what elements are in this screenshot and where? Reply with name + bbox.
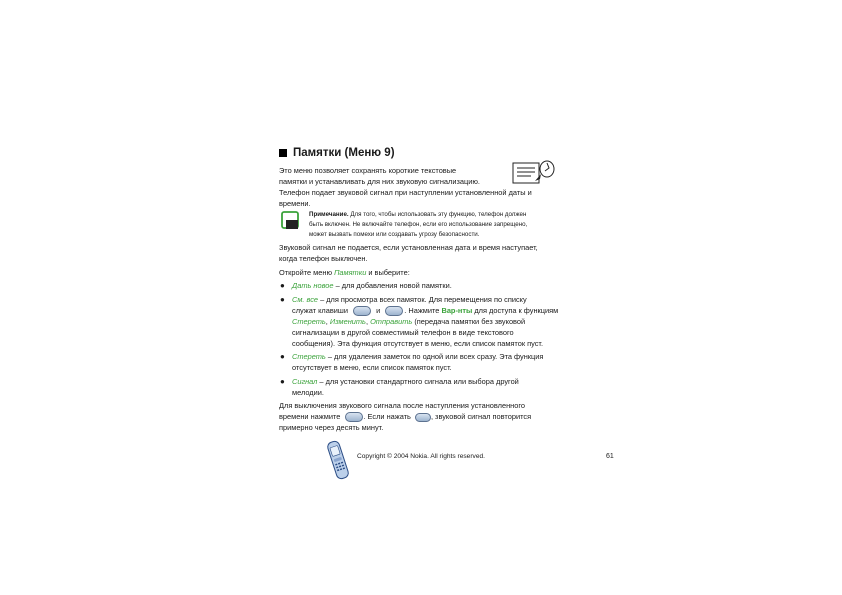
paragraph-line: Звуковой сигнал не подается, если установленная дата и время наступает, <box>279 243 538 252</box>
final-paragraph <box>279 400 569 433</box>
separator: , <box>325 317 330 327</box>
copyright-footer: Copyright © 2004 Nokia. All rights reserved. <box>357 453 486 460</box>
note-label: Примечание. <box>309 211 349 218</box>
intro-paragraph <box>279 165 569 209</box>
selection-key-icon <box>415 413 431 422</box>
paragraph-line: когда телефон выключен. <box>279 254 368 263</box>
intro-line: Телефон подает звуковой сигнал при наступлении установленной даты и <box>279 188 532 197</box>
note-box <box>309 210 567 240</box>
phone-icon <box>326 440 350 480</box>
heading-text: Памятки (Меню 9) <box>293 147 395 159</box>
bullet-icon: ● <box>280 377 285 386</box>
heading-square-icon <box>279 149 287 157</box>
option-new: Дать новое <box>292 281 334 290</box>
page-number: 61 <box>606 453 614 460</box>
open-menu-line <box>279 267 569 278</box>
option-alarm: Сигнал <box>292 377 318 386</box>
function-edit: Изменить <box>329 317 366 327</box>
paragraph-line: примерно через десять минут. <box>279 423 384 433</box>
separator: , <box>365 317 371 327</box>
section-heading <box>279 147 395 159</box>
option-description: – для просмотра всех памяток. Для перемещения по списку <box>318 295 527 304</box>
note-text: быть включен. Не включайте телефон, если его использование запрещено, <box>309 221 528 228</box>
paragraph-line: , звуковой сигнал повторится <box>430 412 532 421</box>
option-description: . Нажмите <box>404 306 442 315</box>
note-icon <box>281 211 301 231</box>
paragraph-2 <box>279 242 569 264</box>
intro-line: Это меню позволяет сохранять короткие текстовые <box>279 166 457 175</box>
option-description: – для установки стандартного сигнала или выбора другой <box>317 377 519 386</box>
open-menu-pre: Откройте меню <box>279 268 335 277</box>
option-description: для доступа к функциям <box>472 306 559 315</box>
end-key-icon <box>345 412 363 422</box>
note-text: Для того, чтобы использовать эту функцию, телефон должен <box>348 211 527 218</box>
options-softkey: Вар-нты <box>441 306 473 315</box>
paragraph-line: . Если нажать <box>363 412 411 421</box>
option-description: сообщения). Эта функция отсутствует в меню, если список памяток пуст. <box>292 339 544 349</box>
option-description: – для добавления новой памятки. <box>333 281 452 290</box>
bullet-icon: ● <box>280 295 285 304</box>
bullet-icon: ● <box>280 281 285 290</box>
option-description: служат клавиши <box>292 306 348 315</box>
function-delete: Стереть <box>292 317 326 327</box>
option-description: отсутствует в меню, если список памяток пуст. <box>292 363 452 372</box>
option-description: мелодии. <box>292 388 324 397</box>
option-delete: Стереть <box>292 352 326 361</box>
option-description: (передача памятки без звуковой <box>412 317 526 327</box>
menu-name-link: Памятки <box>334 268 367 277</box>
intro-line: памятки и устанавливать для них звуковую сигнализацию. <box>279 177 480 186</box>
option-description: сигнализации в другой совместимый телефон в виде текстового <box>292 328 514 338</box>
note-text: может вызвать помехи или создавать угрозу безопасности. <box>309 231 480 238</box>
option-description: и <box>376 306 381 315</box>
intro-line: времени. <box>279 199 311 208</box>
scroll-down-key-icon <box>385 306 403 316</box>
option-description: – для удаления заметок по одной или всех сразу. Эта функция <box>325 352 544 361</box>
function-send: Отправить <box>370 317 413 327</box>
paragraph-line: времени нажмите <box>279 412 341 421</box>
paragraph-line: Для выключения звукового сигнала после наступления установленного <box>279 401 525 410</box>
scroll-up-key-icon <box>353 306 371 316</box>
option-view-all: См. все <box>292 295 319 304</box>
bullet-icon: ● <box>280 352 285 361</box>
open-menu-post: и выберите: <box>366 268 410 277</box>
